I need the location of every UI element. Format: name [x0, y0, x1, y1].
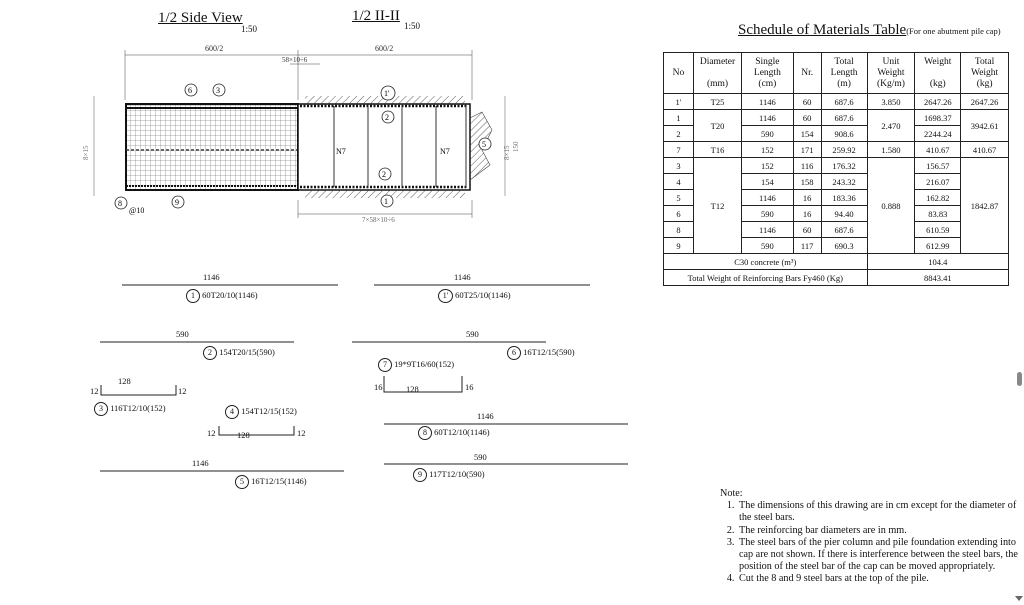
- notes-list: [720, 500, 1020, 585]
- label-n7-left: N7: [336, 147, 346, 156]
- section-scale: 1:50: [404, 21, 421, 31]
- bar1p-num: 1': [438, 289, 453, 303]
- callout-at10: @10: [129, 206, 145, 215]
- bar7-end-left: 16: [374, 382, 383, 392]
- callout-5: [479, 138, 491, 150]
- col-total-weight: Total Weight (kg): [961, 53, 1009, 94]
- callout-6: [185, 84, 197, 96]
- dim-mid-label: 58×10÷6: [282, 56, 308, 64]
- callout-9: [172, 196, 184, 208]
- bar9-length: 590: [474, 452, 487, 462]
- svg-text:9: 9: [175, 198, 179, 207]
- bar3-label: [94, 402, 166, 416]
- bar1-length: 1146: [203, 272, 220, 282]
- svg-text:1': 1': [384, 89, 390, 98]
- table-row: 1 T20 1146 60 687.6 2.470 1698.37 3942.61: [664, 110, 1009, 126]
- pile-cap-drawing: [0, 0, 660, 240]
- dim-left-label: 600/2: [205, 44, 224, 53]
- bar5-num: 5: [235, 475, 249, 489]
- table-row: 8 1146 60 687.6 610.59: [664, 222, 1009, 238]
- schedule-heading: [738, 21, 1001, 39]
- bar6-length: 590: [466, 329, 479, 339]
- bar1-num: 1: [186, 289, 200, 303]
- bar4-length: 128: [237, 430, 250, 440]
- bar3-end-right: 12: [178, 386, 187, 396]
- table-row: 7 T16 152 171 259.92 1.580 410.67 410.67: [664, 142, 1009, 158]
- dim-right-label: 600/2: [375, 44, 394, 53]
- table-row: 6 590 16 94.40 83.83: [664, 206, 1009, 222]
- col-total-length: Total Length (m): [821, 53, 867, 94]
- bar6-label: [507, 346, 575, 360]
- bar8-code: 60T12/10(1146): [434, 427, 490, 437]
- bar2-code: 154T20/15(590): [219, 347, 275, 357]
- bar9-label: [413, 468, 485, 482]
- bar1-code: 60T20/10(1146): [202, 290, 258, 300]
- dim-bottom-label: 7×58×10÷6: [362, 216, 395, 224]
- side-view-scale: 1:50: [241, 24, 258, 34]
- bar9-code: 117T12/10(590): [429, 469, 485, 479]
- table-header-row: [664, 53, 1009, 94]
- bar3-code: 116T12/10(152): [110, 403, 166, 413]
- col-weight: Weight (kg): [915, 53, 961, 94]
- notes-title: Note:: [720, 488, 743, 499]
- bar4-end-right: 12: [297, 428, 306, 438]
- callout-8: [115, 197, 127, 209]
- notes-section: [720, 488, 1020, 586]
- bar4-num: 4: [225, 405, 239, 419]
- svg-text:8: 8: [118, 199, 122, 208]
- scroll-down-arrow-icon[interactable]: [1015, 596, 1023, 601]
- bar3-num: 3: [94, 402, 108, 416]
- total-label: Total Weight of Reinforcing Bars Fy460 (Kg): [664, 270, 868, 286]
- callout-1: [381, 195, 393, 207]
- table-row: 5 1146 16 183.36 162.82: [664, 190, 1009, 206]
- concrete-value: 104.4: [867, 254, 1008, 270]
- svg-text:1: 1: [384, 197, 388, 206]
- table-row: 4 154 158 243.32 216.07: [664, 174, 1009, 190]
- schedule-table: [663, 52, 1009, 286]
- note-item: 4. Cut the 8 and 9 steel bars at the top of the pile.: [737, 573, 1020, 585]
- svg-text:5: 5: [482, 140, 486, 149]
- dim-spacing-right: 8×15: [503, 145, 511, 160]
- svg-text:2: 2: [382, 170, 386, 179]
- schedule-subtitle: (For one abutment pile cap): [906, 26, 1001, 36]
- side-view-title: 1/2 Side View: [158, 10, 243, 26]
- bar7-code: 19*9T16/60(152): [394, 359, 455, 369]
- bar7-num: 7: [378, 358, 392, 372]
- callout-3: [213, 84, 225, 96]
- table-row: 2 590 154 908.6 2244.24: [664, 126, 1009, 142]
- bar3-end-left: 12: [90, 386, 99, 396]
- total-row: [664, 270, 1009, 286]
- note-item: 1. The dimensions of this drawing are in cm except for the diameter of the steel bars.: [737, 500, 1020, 524]
- dim-height: 150: [512, 141, 520, 152]
- bar2-label: [203, 346, 275, 360]
- svg-text:6: 6: [188, 86, 192, 95]
- concrete-row: [664, 254, 1009, 270]
- note-item: 3. The steel bars of the pier column and pile foundation extending into cap are not shown. If there is interference between the steel bars, the position of the steel bar of the cap can be moved appropriately.: [737, 537, 1020, 574]
- svg-text:3: 3: [216, 86, 220, 95]
- bar9-num: 9: [413, 468, 427, 482]
- bar2-length: 590: [176, 329, 189, 339]
- label-n7-right: N7: [440, 147, 450, 156]
- bar5-length: 1146: [192, 458, 209, 468]
- bar5-label: [235, 475, 307, 489]
- callout-1prime: [381, 86, 395, 100]
- bar4-end-left: 12: [207, 428, 216, 438]
- bar6-code: 16T12/15(590): [523, 347, 575, 357]
- col-single-length: Single Length (cm): [742, 53, 793, 94]
- bar1p-label: [438, 289, 511, 303]
- table-row: 3 T12 152 116 176.32 0.888 156.57 1842.87: [664, 158, 1009, 174]
- bar8-length: 1146: [477, 411, 494, 421]
- bar6-num: 6: [507, 346, 521, 360]
- bar7-length: 128: [406, 384, 419, 394]
- concrete-label: C30 concrete (m³): [664, 254, 868, 270]
- bar1-label: [186, 289, 258, 303]
- svg-text:2: 2: [385, 113, 389, 122]
- note-item: 2. The reinforcing bar diameters are in mm.: [737, 525, 1020, 537]
- col-unit-weight: Unit Weight (Kg/m): [867, 53, 915, 94]
- bar8-label: [418, 426, 490, 440]
- table-row: 9 590 117 690.3 612.99: [664, 238, 1009, 254]
- bar7-end-right: 16: [465, 382, 474, 392]
- bar3-length: 128: [118, 376, 131, 386]
- callout-2-bottom: [379, 168, 391, 180]
- scrollbar-thumb[interactable]: [1017, 372, 1022, 386]
- bar8-num: 8: [418, 426, 432, 440]
- bar7-label: [378, 358, 454, 372]
- callout-2-top: [382, 111, 394, 123]
- dim-spacing-left: 8×15: [82, 145, 90, 160]
- col-nr: Nr.: [793, 53, 821, 94]
- bar5-code: 16T12/15(1146): [251, 476, 307, 486]
- table-row: 1' T25 1146 60 687.6 3.850 2647.26 2647.26: [664, 94, 1009, 110]
- total-value: 8843.41: [867, 270, 1008, 286]
- bar4-label: [225, 405, 297, 419]
- bar4-code: 154T12/15(152): [241, 406, 297, 416]
- bar-shapes: [0, 250, 660, 500]
- bar2-num: 2: [203, 346, 217, 360]
- bar1p-code: 60T25/10(1146): [455, 290, 511, 300]
- section-title: 1/2 II-II: [352, 8, 400, 24]
- schedule-title: Schedule of Materials Table: [738, 22, 907, 38]
- col-no: No: [664, 53, 694, 94]
- bar1p-length: 1146: [454, 272, 471, 282]
- col-diameter: Diameter (mm): [693, 53, 741, 94]
